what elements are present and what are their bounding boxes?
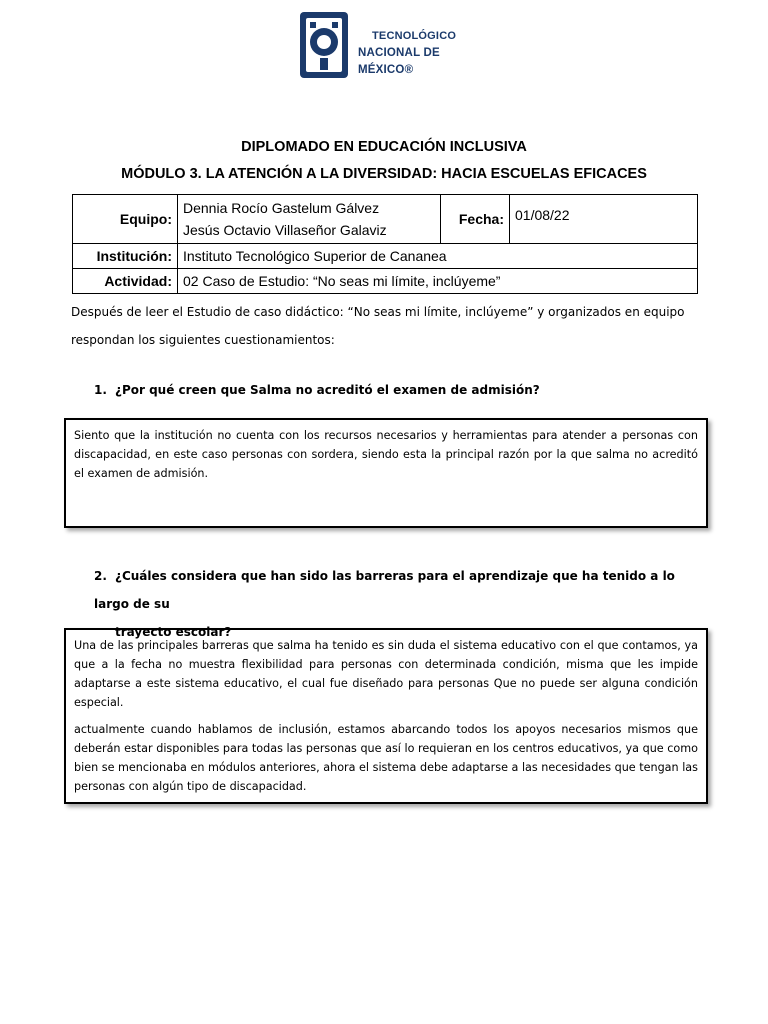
activity-value: 02 Caso de Estudio: “No seas mi límite, inclúyeme” [178,269,698,294]
question-text-continued: trayecto escolar? [115,625,232,639]
answer-paragraph-1: Una de las principales barreras que salma ha tenido es sin duda el sistema educativo con el que contamos, ya que a la fecha no muestra flexibilidad para personas con determinada condición, misma que les impide adaptarse a este sistema educativo, el cual fue diseñado para personas Que no puede ser alguna condición especial. [74,639,698,709]
team-label: Equipo: [73,195,178,244]
question-number: 1. [94,383,107,397]
date-label: Fecha: [441,195,510,244]
institution-row [73,244,698,269]
answer-box-1 [64,418,708,528]
logo-wordmark [358,28,476,79]
module-title: MÓDULO 3. LA ATENCIÓN A LA DIVERSIDAD: HACIA ESCUELAS EFICACES [121,166,647,182]
institution-label: Institución: [73,244,178,269]
activity-label: Actividad: [73,269,178,294]
team-row [73,195,698,244]
info-table [72,194,698,294]
answer-paragraph-2: actualmente cuando hablamos de inclusión, estamos abarcando todos los apoyos necesarios mismos que deberán estar disponibles para todas las personas que así lo requieran en los centros educativos, ya que como bien se mencionaba en módulos anteriores, ahora el sistema debe adaptarse a las necesidades que tengan las personas con algún tipo de discapacidad. [74,723,698,793]
team-member-2: Jesús Octavio Villaseñor Galaviz [183,222,387,238]
answer-paragraph: Siento que la institución no cuenta con los recursos necesarios y herramientas para atender a personas con discapacidad, en este caso personas con sordera, siendo esta la principal razón por la que salma no acreditó el examen de admisión. [74,429,698,480]
team-members [178,195,441,244]
logo-line-1: TECNOLÓGICO [372,30,457,42]
logo-line-2: NACIONAL DE MÉXICO® [358,47,440,76]
date-value: 01/08/22 [510,195,698,244]
team-member-1: Dennia Rocío Gastelum Gálvez [183,200,380,216]
intro-line-2: respondan los siguientes cuestionamientos: [71,333,335,347]
question-text: ¿Cuáles considera que han sido las barreras para el aprendizaje que ha tenido a lo largo de su [94,569,675,611]
question-1 [94,376,704,404]
tecnm-emblem-icon [296,8,352,82]
answer-box-2 [64,628,708,804]
diploma-title: DIPLOMADO EN EDUCACIÓN INCLUSIVA [241,139,527,155]
institution-logo [296,8,476,84]
question-text: ¿Por qué creen que Salma no acreditó el examen de admisión? [115,383,540,397]
intro-line-1: Después de leer el Estudio de caso didáctico: “No seas mi límite, inclúyeme” y organizados en equipo [71,305,685,319]
activity-row [73,269,698,294]
question-number: 2. [94,569,107,583]
institution-value: Instituto Tecnológico Superior de Cananea [178,244,698,269]
